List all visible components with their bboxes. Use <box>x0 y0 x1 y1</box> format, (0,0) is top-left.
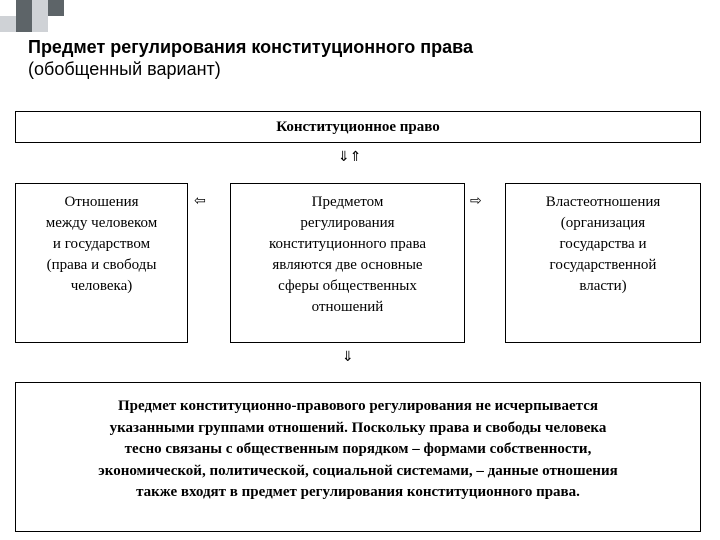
right-arrow-icon: ⇨ <box>470 193 482 209</box>
box-line: Предметом <box>311 194 384 210</box>
box-line: Отношения <box>64 194 139 210</box>
subject-regulation-box <box>230 183 465 343</box>
conclusion-line: тесно связаны с общественным порядком – формами собственности, <box>124 441 592 457</box>
decor-square <box>32 0 48 16</box>
decor-square <box>16 0 32 16</box>
left-arrow-icon: ⇦ <box>194 193 206 209</box>
box-line: человека) <box>70 278 133 294</box>
constitutional-law-label: Конституционное право <box>276 119 440 135</box>
box-line: и государством <box>52 236 151 252</box>
box-line: регулирования <box>300 215 395 231</box>
conclusion-line: Предмет конституционно-правового регулирования не исчерпывается <box>118 398 598 414</box>
box-line: (права и свободы <box>46 257 157 273</box>
conclusion-line: указанными группами отношений. Поскольку права и свободы человека <box>109 419 607 436</box>
human-state-relations-box <box>15 183 188 343</box>
box-line: конституционного права <box>268 236 427 252</box>
box-line: (организация <box>560 215 646 231</box>
box-line: государства и <box>559 236 647 252</box>
title-line-2: (обобщенный вариант) <box>28 59 221 79</box>
box-line: являются две основные <box>272 257 423 273</box>
box-line: государственной <box>549 257 657 273</box>
decor-square <box>32 16 48 32</box>
box-line: Властеотношения <box>545 194 661 210</box>
conclusion-line: экономической, политической, социальной системами, – данные отношения <box>98 462 618 479</box>
box-line: между человеком <box>45 215 158 231</box>
box-line: власти) <box>579 278 627 294</box>
constitutional-law-box <box>15 111 701 143</box>
down-up-arrow-icon: ⇓⇑ <box>338 149 362 165</box>
conclusion-line: также входят в предмет регулирования конституционного права. <box>136 484 580 500</box>
decor-square <box>16 16 32 32</box>
page-title <box>28 36 473 80</box>
decor-square <box>48 0 64 16</box>
decor-square <box>0 16 16 32</box>
box-line: сферы общественных <box>278 278 417 294</box>
conclusion-box <box>15 382 701 532</box>
power-relations-box <box>505 183 701 343</box>
title-line-1: Предмет регулирования конституционного права <box>28 37 473 57</box>
down-arrow-icon: ⇓ <box>342 349 354 365</box>
box-line: отношений <box>311 299 384 315</box>
